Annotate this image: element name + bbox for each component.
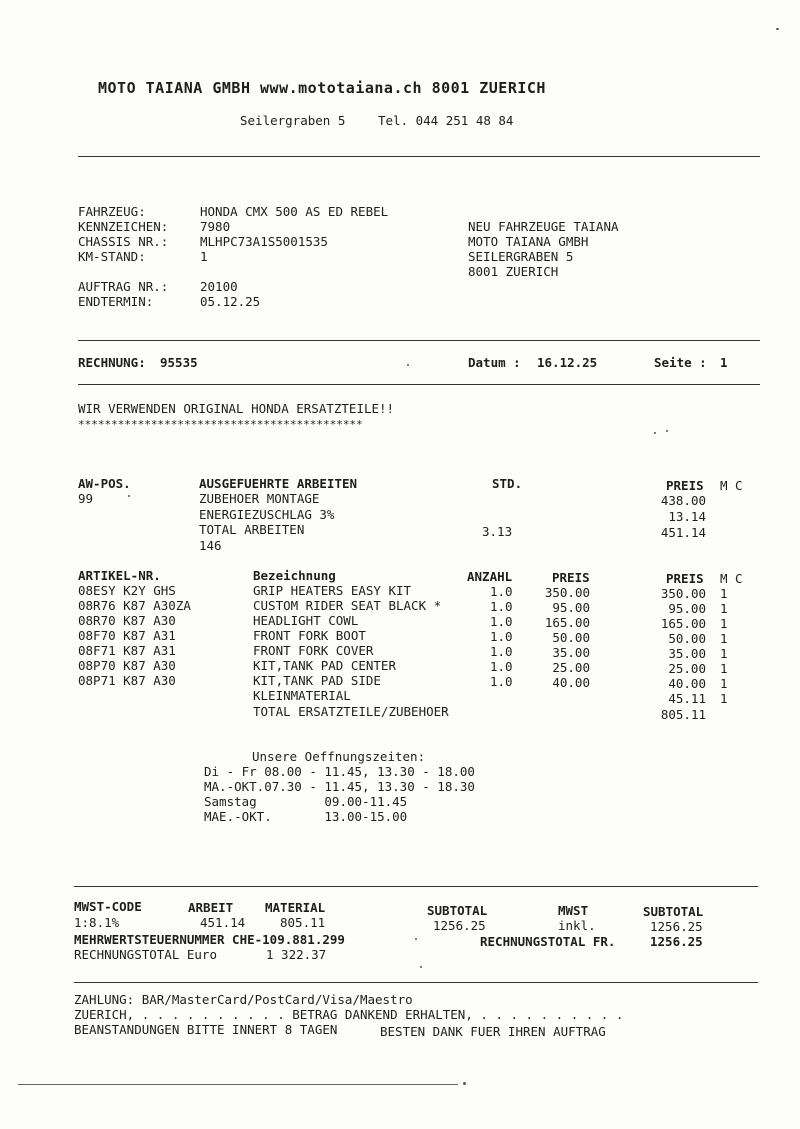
- part-article: 08P71 K87 A30: [78, 673, 176, 688]
- parts-header-unit: PREIS: [552, 570, 590, 585]
- company-address: Seilergraben 5: [240, 113, 346, 128]
- material-header: MATERIAL: [265, 900, 326, 915]
- divider: [78, 156, 760, 157]
- vat-code: 1:8.1%: [74, 915, 120, 930]
- part-price: 35.00: [668, 646, 706, 661]
- parts-header-mc: M C: [720, 571, 743, 586]
- labor-desc: ENERGIEZUSCHLAG 3%: [199, 507, 335, 522]
- part-desc: KLEINMATERIAL: [253, 688, 351, 703]
- opening-hours-line: Samstag 09.00-11.45: [204, 794, 408, 809]
- invoice-total-fr: 1256.25: [650, 934, 703, 949]
- part-price: 25.00: [668, 661, 706, 676]
- page-number: 1: [720, 355, 728, 370]
- labor-price: 13.14: [668, 509, 706, 524]
- invoice-total-fr-label: RECHNUNGSTOTAL FR.: [480, 934, 616, 949]
- part-qty: 1.0: [490, 599, 513, 614]
- labor-desc: ZUBEHOER MONTAGE: [199, 491, 320, 506]
- subtotal-value-2: 1256.25: [650, 919, 703, 934]
- subtotal-header-2: SUBTOTAL: [643, 904, 704, 919]
- divider: [78, 384, 760, 385]
- scan-speck: [776, 28, 779, 30]
- complaints-note: BEANSTANDUNGEN BITTE INNERT 8 TAGEN: [74, 1022, 338, 1037]
- labor-price: 438.00: [660, 493, 706, 508]
- part-unit-price: 40.00: [552, 675, 590, 690]
- part-desc: KIT,TANK PAD SIDE: [253, 673, 381, 688]
- part-qty: 1.0: [490, 584, 513, 599]
- part-mc: 1: [720, 646, 728, 661]
- vehicle-label: KENNZEICHEN:: [78, 219, 169, 234]
- part-qty: 1.0: [490, 644, 513, 659]
- part-article: 08P70 K87 A30: [78, 658, 176, 673]
- scan-speck: [128, 495, 130, 497]
- labor-pos: 99: [78, 491, 94, 506]
- part-qty: 1.0: [490, 674, 513, 689]
- part-unit-price: 50.00: [552, 630, 590, 645]
- part-mc: 1: [720, 601, 728, 616]
- part-price: 165.00: [660, 616, 706, 631]
- part-article: 08R70 K87 A30: [78, 613, 176, 628]
- scan-speck: [407, 364, 409, 366]
- part-desc: FRONT FORK COVER: [253, 643, 374, 658]
- page-label: Seite :: [654, 355, 707, 370]
- invoice-number: 95535: [160, 355, 198, 370]
- part-price: 45.11: [668, 691, 706, 706]
- labor-hours: 3.13: [482, 524, 513, 539]
- opening-hours-line: MAE.-OKT. 13.00-15.00: [204, 809, 408, 824]
- labor-header-work: AUSGEFUEHRTE ARBEITEN: [199, 476, 358, 491]
- part-qty: 1.0: [490, 659, 513, 674]
- work-total: 451.14: [200, 915, 246, 930]
- parts-header-qty: ANZAHL: [467, 569, 513, 584]
- subtotal-header: SUBTOTAL: [427, 903, 488, 918]
- vehicle-label: KM-STAND:: [78, 249, 146, 264]
- parts-header-price: PREIS: [666, 571, 704, 586]
- part-article: 08F70 K87 A31: [78, 628, 176, 643]
- parts-total-label: TOTAL ERSATZTEILE/ZUBEHOER: [253, 704, 449, 719]
- vehicle-value: 7980: [200, 219, 231, 234]
- payment-methods: ZAHLUNG: BAR/MasterCard/PostCard/Visa/Maestro: [74, 992, 413, 1007]
- scan-speck: [666, 430, 668, 432]
- part-price: 95.00: [668, 601, 706, 616]
- labor-price: 451.14: [660, 525, 706, 540]
- vehicle-value: HONDA CMX 500 AS ED REBEL: [200, 204, 389, 219]
- honda-notice: WIR VERWENDEN ORIGINAL HONDA ERSATZTEILE!!: [78, 401, 395, 416]
- part-desc: HEADLIGHT COWL: [253, 613, 359, 628]
- divider: [74, 982, 758, 983]
- opening-hours-line: Di - Fr 08.00 - 11.45, 13.30 - 18.00: [204, 764, 475, 779]
- part-unit-price: 350.00: [544, 585, 590, 600]
- part-article: 08ESY K2Y GHS: [78, 583, 176, 598]
- notice-stars: *******************************************: [78, 418, 363, 431]
- vehicle-label: ENDTERMIN:: [78, 294, 154, 309]
- opening-hours-line: MA.-OKT.07.30 - 11.45, 13.30 - 18.30: [204, 779, 475, 794]
- part-mc: 1: [720, 676, 728, 691]
- invoice-total-euro: 1 322.37: [266, 947, 327, 962]
- part-price: 40.00: [668, 676, 706, 691]
- scan-speck: [463, 1082, 466, 1085]
- vehicle-value: 1: [200, 249, 208, 264]
- part-unit-price: 25.00: [552, 660, 590, 675]
- vat-number: MEHRWERTSTEUERNUMMER CHE-109.881.299: [74, 932, 345, 947]
- labor-desc: TOTAL ARBEITEN: [199, 522, 305, 537]
- part-price: 50.00: [668, 631, 706, 646]
- part-qty: 1.0: [490, 614, 513, 629]
- part-desc: KIT,TANK PAD CENTER: [253, 658, 396, 673]
- invoice-date: 16.12.25: [537, 355, 598, 370]
- scan-speck: [415, 938, 417, 940]
- labor-header-pos: AW-POS.: [78, 476, 131, 491]
- material-total: 805.11: [280, 915, 326, 930]
- part-desc: CUSTOM RIDER SEAT BLACK *: [253, 598, 442, 613]
- scan-speck: [420, 966, 422, 968]
- part-desc: GRIP HEATERS EASY KIT: [253, 583, 412, 598]
- labor-extra: 146: [199, 538, 222, 553]
- vat-code-header: MWST-CODE: [74, 899, 142, 914]
- part-mc: 1: [720, 631, 728, 646]
- thanks-note: BESTEN DANK FUER IHREN AUFTRAG: [380, 1024, 606, 1039]
- recipient-line: 8001 ZUERICH: [468, 264, 559, 279]
- labor-header-price: PREIS: [666, 478, 704, 493]
- parts-header-article: ARTIKEL-NR.: [78, 568, 161, 583]
- part-mc: 1: [720, 691, 728, 706]
- date-label: Datum :: [468, 355, 521, 370]
- vehicle-value: 05.12.25: [200, 294, 261, 309]
- part-mc: 1: [720, 661, 728, 676]
- scan-edge-line: [18, 1084, 458, 1085]
- company-title: MOTO TAIANA GMBH www.mototaiana.ch 8001 ZUERICH: [98, 79, 546, 97]
- part-desc: FRONT FORK BOOT: [253, 628, 366, 643]
- part-price: 350.00: [660, 586, 706, 601]
- opening-hours-title: Unsere Oeffnungszeiten:: [252, 749, 426, 764]
- part-unit-price: 165.00: [544, 615, 590, 630]
- vehicle-label: FAHRZEUG:: [78, 204, 146, 219]
- recipient-line: MOTO TAIANA GMBH: [468, 234, 589, 249]
- recipient-line: NEU FAHRZEUGE TAIANA: [468, 219, 619, 234]
- scan-speck: [654, 432, 656, 434]
- labor-header-hours: STD.: [492, 476, 523, 491]
- parts-header-desc: Bezeichnung: [253, 568, 336, 583]
- subtotal-value: 1256.25: [433, 918, 486, 933]
- part-qty: 1.0: [490, 629, 513, 644]
- divider: [78, 340, 760, 341]
- invoice-label: RECHNUNG:: [78, 355, 146, 370]
- part-unit-price: 95.00: [552, 600, 590, 615]
- payment-received-line: ZUERICH, . . . . . . . . . . BETRAG DANKEND ERHALTEN, . . . . . . . . . .: [74, 1007, 624, 1022]
- vehicle-label: AUFTRAG NR.:: [78, 279, 169, 294]
- part-mc: 1: [720, 616, 728, 631]
- vehicle-value: MLHPC73A1S5001535: [200, 234, 328, 249]
- vehicle-value: 20100: [200, 279, 238, 294]
- labor-header-mc: M C: [720, 478, 743, 493]
- company-phone: Tel. 044 251 48 84: [378, 113, 514, 128]
- recipient-line: SEILERGRABEN 5: [468, 249, 574, 264]
- vehicle-label: CHASSIS NR.:: [78, 234, 169, 249]
- part-article: 08F71 K87 A31: [78, 643, 176, 658]
- work-header: ARBEIT: [188, 900, 234, 915]
- part-unit-price: 35.00: [552, 645, 590, 660]
- part-article: 08R76 K87 A30ZA: [78, 598, 191, 613]
- parts-total-price: 805.11: [660, 707, 706, 722]
- part-mc: 1: [720, 586, 728, 601]
- divider: [74, 886, 758, 887]
- vat-value: inkl.: [558, 918, 596, 933]
- vat-header: MWST: [558, 903, 589, 918]
- invoice-total-euro-label: RECHNUNGSTOTAL Euro: [74, 947, 217, 962]
